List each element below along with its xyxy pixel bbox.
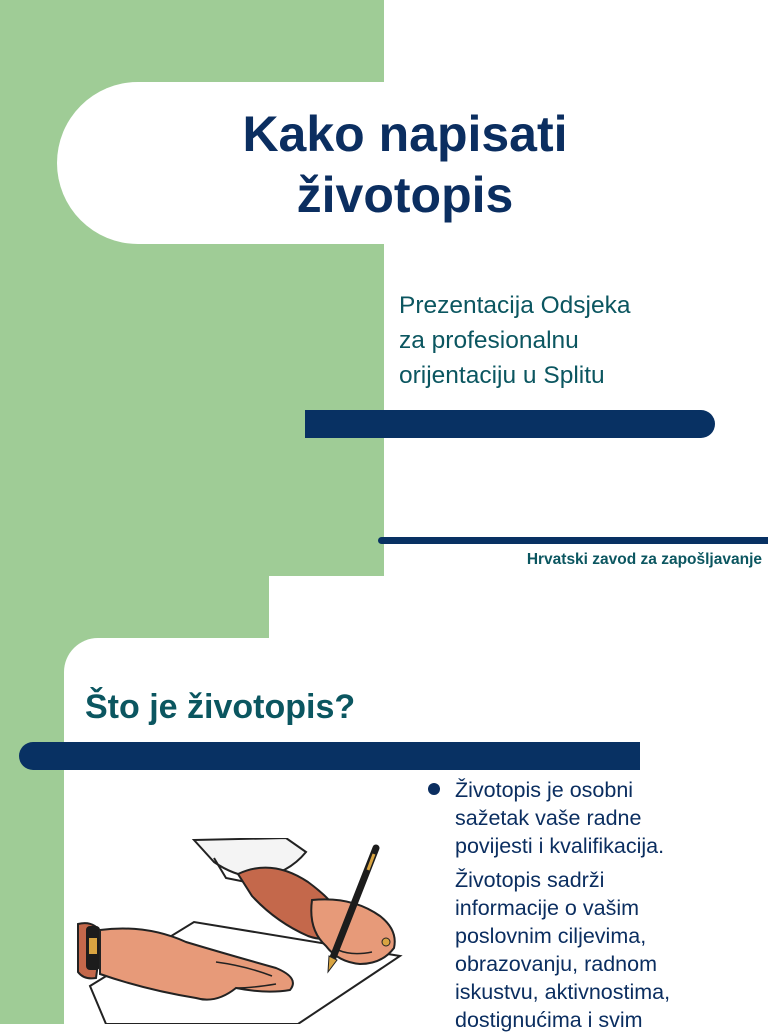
slide1-title-line2: životopis: [296, 167, 514, 223]
slide1-divider-line: [378, 537, 768, 544]
hand-writing-with-pen-icon: [76, 838, 406, 1024]
slide2-paragraph-2: [455, 866, 755, 1034]
slide1-footer: Hrvatski zavod za zapošljavanje: [526, 551, 762, 568]
slide2-bullet-1: [455, 776, 755, 860]
slide1-subtitle-line: Prezentacija Odsjeka: [399, 292, 631, 319]
slide2-text-line: povijesti i kvalifikacija.: [455, 834, 665, 858]
slide2-heading: Što je životopis?: [85, 688, 356, 726]
slide1-accent-bar: [305, 410, 715, 438]
slide2-accent-bar: [19, 742, 640, 770]
slide2-text-line: Životopis sadrži: [455, 868, 605, 892]
slide1-title-line1: Kako napisati: [242, 106, 568, 162]
slide1-title: [130, 104, 680, 226]
slide1-subtitle-line: za profesionalnu: [399, 327, 579, 354]
slide2-text-line: obrazovanju, radnom: [455, 952, 657, 976]
slide2-text-line: informacije o vašim: [455, 896, 639, 920]
slide1-subtitle: [399, 288, 759, 393]
slide2-text-line: Životopis je osobni: [455, 778, 634, 802]
slide1-subtitle-line: orijentaciju u Splitu: [399, 362, 605, 389]
slide2-text-line: dostignućima i svim: [455, 1008, 643, 1032]
slide2-text-line: sažetak vaše radne: [455, 806, 642, 830]
bullet-dot-icon: [428, 783, 440, 795]
slide2-text-line: poslovnim ciljevima,: [455, 924, 647, 948]
slide2-text-line: iskustvu, aktivnostima,: [455, 980, 671, 1004]
